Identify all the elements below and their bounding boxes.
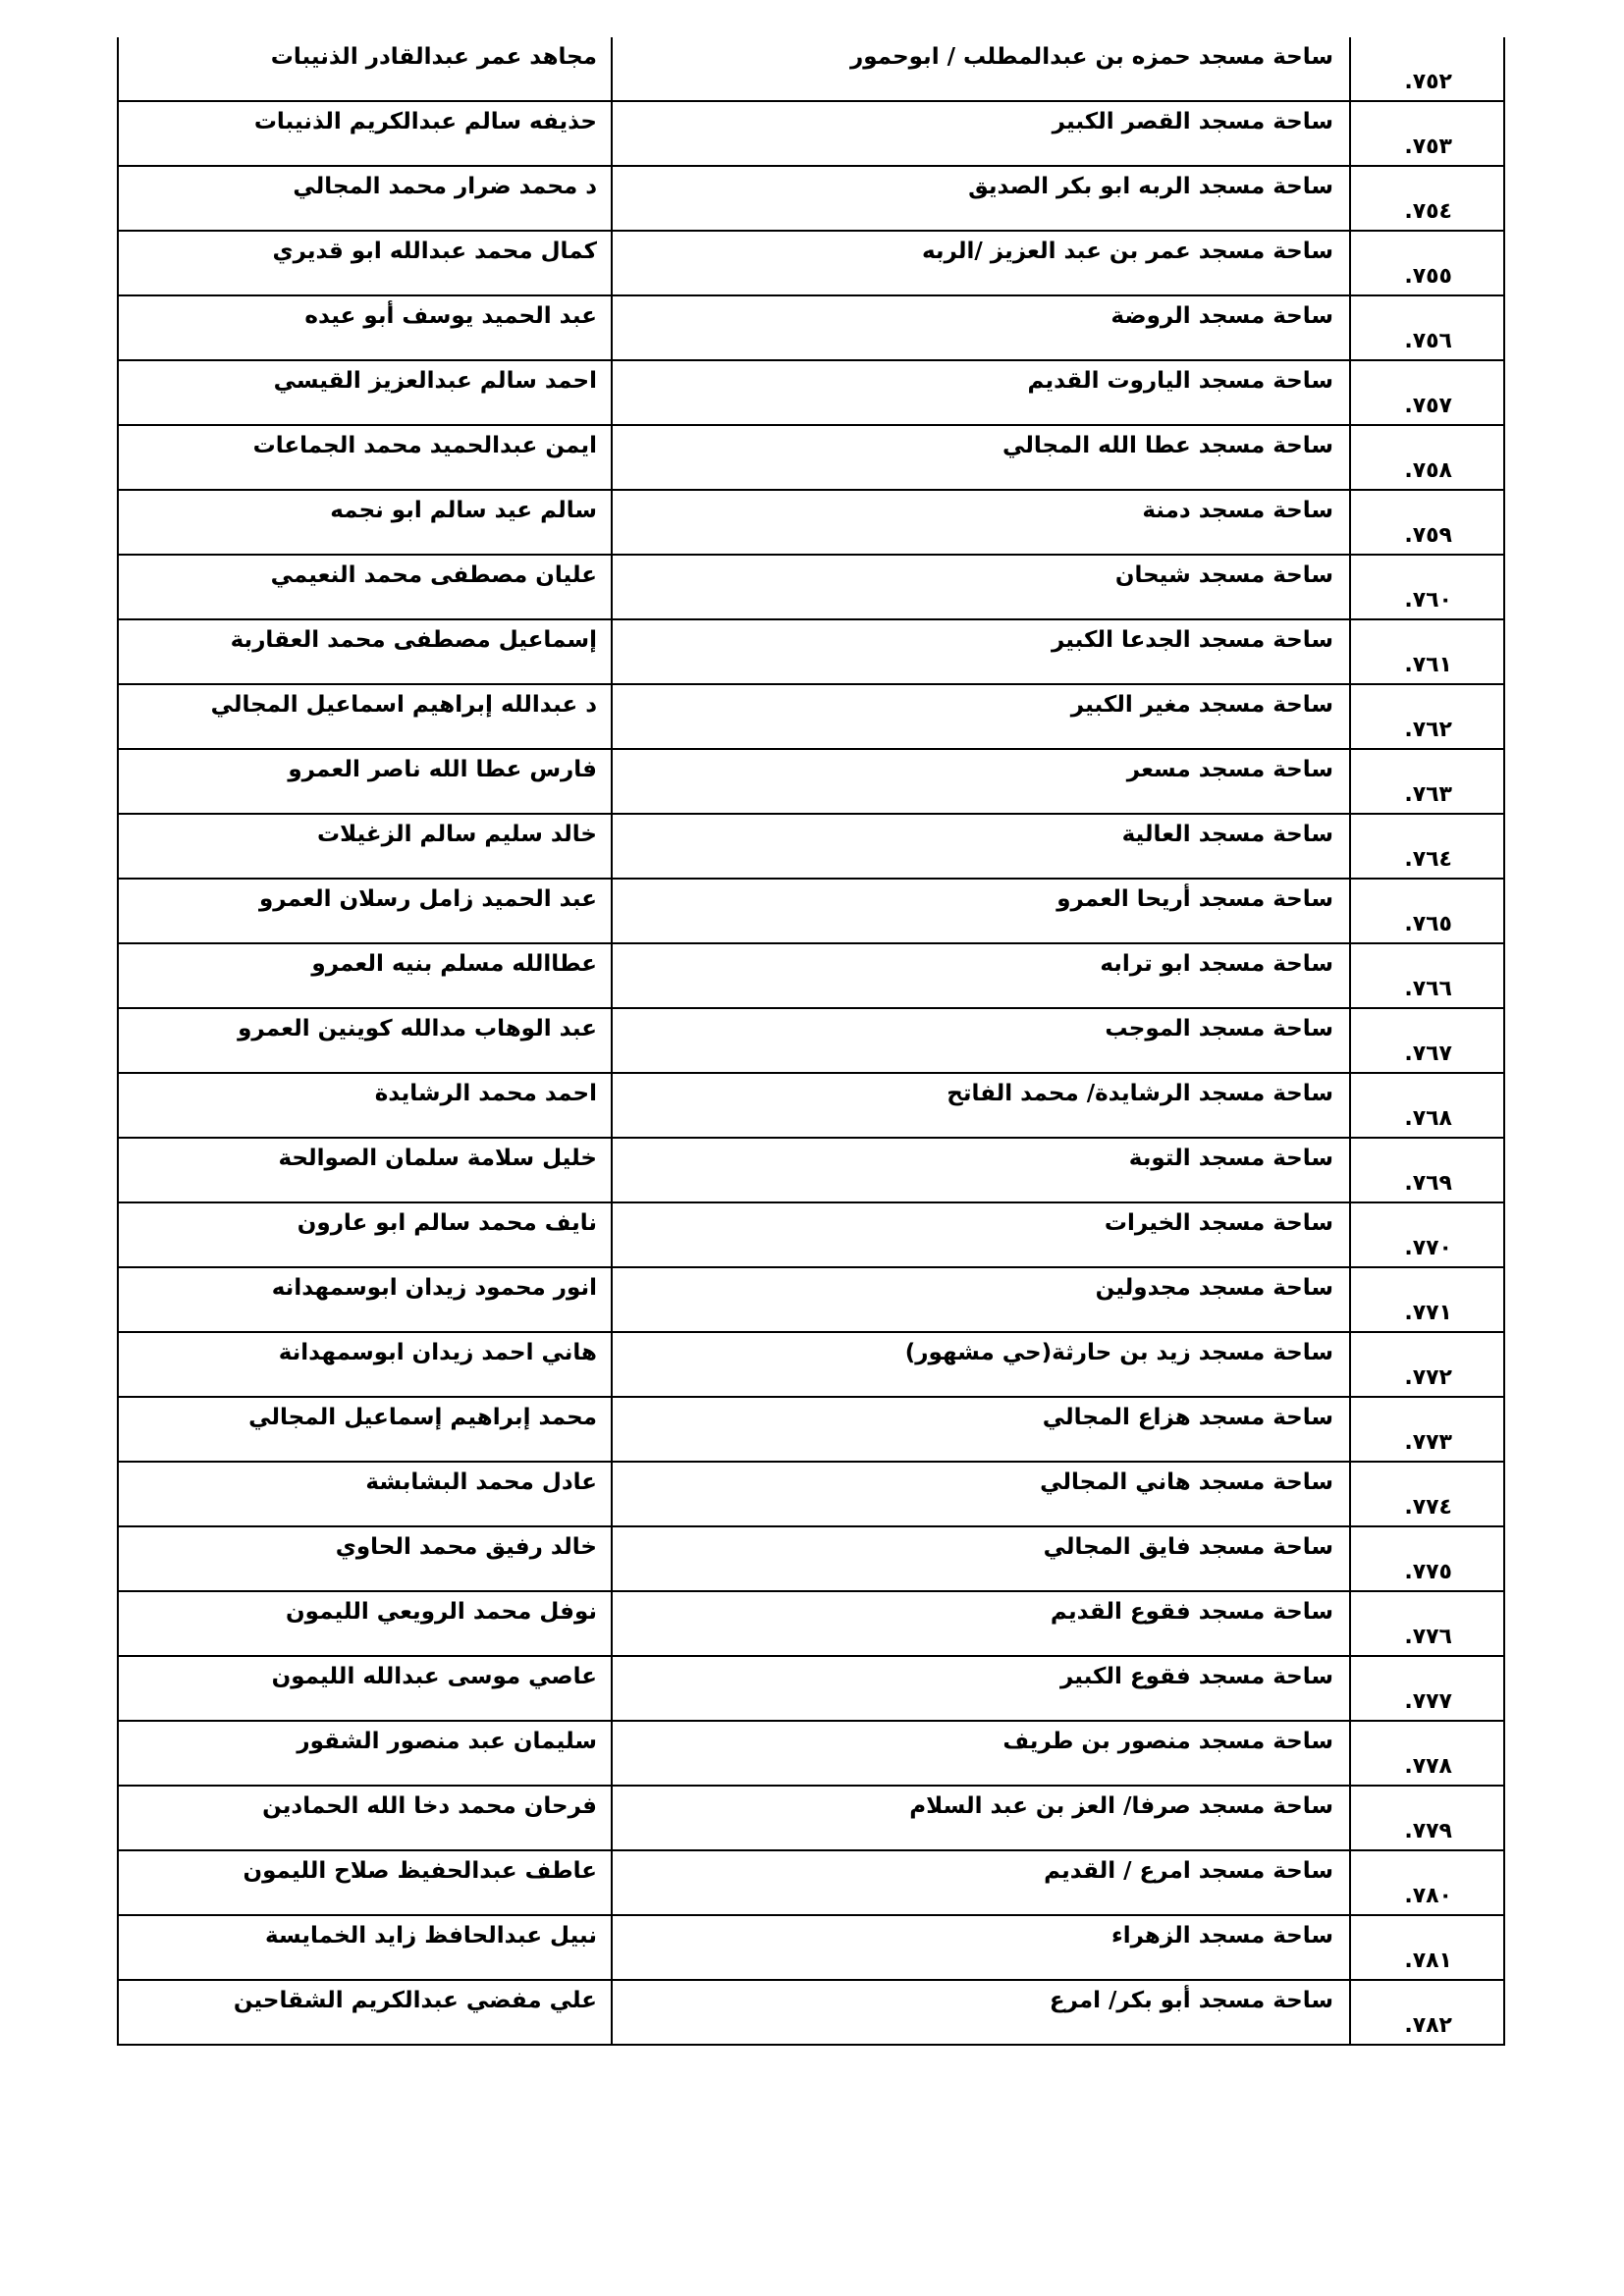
- row-number-cell: [1350, 879, 1504, 943]
- person-name-cell: [118, 1656, 612, 1721]
- mosque-site: ساحة مسجد فقوع الكبير: [1059, 1664, 1333, 1689]
- row-number-cell: [1350, 37, 1504, 101]
- table-row: [118, 295, 1504, 360]
- row-number: ٧٥٥.: [1404, 264, 1452, 289]
- row-number-cell: [1350, 1721, 1504, 1786]
- person-name: عبد الحميد زامل رسلان العمرو: [259, 886, 597, 912]
- mosque-site-cell: [612, 37, 1350, 101]
- person-name: د محمد ضرار محمد المجالي: [293, 174, 597, 199]
- mosque-site: ساحة مسجد الرشايدة/ محمد الفاتح: [947, 1081, 1333, 1106]
- row-number: ٧٦٠.: [1404, 588, 1452, 613]
- person-name-cell: [118, 101, 612, 166]
- mosque-site: ساحة مسجد فقوع القديم: [1050, 1599, 1333, 1625]
- row-number: ٧٦٣.: [1404, 782, 1452, 807]
- person-name: سليمان عبد منصور الشقور: [297, 1729, 597, 1754]
- row-number: ٧٧٩.: [1404, 1819, 1452, 1843]
- mosque-site: ساحة مسجد الخيرات: [1104, 1210, 1333, 1236]
- table-row: [118, 37, 1504, 101]
- mosque-site-cell: [612, 1721, 1350, 1786]
- person-name: عليان مصطفى محمد النعيمي: [270, 562, 597, 588]
- table-row: [118, 166, 1504, 231]
- row-number-cell: [1350, 1267, 1504, 1332]
- mosque-site: ساحة مسجد التوبة: [1128, 1146, 1333, 1171]
- mosque-site: ساحة مسجد فايق المجالي: [1043, 1534, 1333, 1560]
- row-number-cell: [1350, 619, 1504, 684]
- person-name: حذيفه سالم عبدالكريم الذنيبات: [253, 109, 597, 134]
- row-number: ٧٧٠.: [1404, 1236, 1452, 1260]
- row-number-cell: [1350, 1850, 1504, 1915]
- row-number-cell: [1350, 1462, 1504, 1526]
- mosque-site-cell: [612, 1786, 1350, 1850]
- row-number: ٧٦٦.: [1404, 977, 1452, 1001]
- table-row: [118, 684, 1504, 749]
- mosque-site: ساحة مسجد حمزه بن عبدالمطلب / ابوحمور: [849, 44, 1333, 70]
- mosque-site: ساحة مسجد القصر الكبير: [1052, 109, 1333, 134]
- row-number: ٧٦٤.: [1404, 847, 1452, 872]
- mosque-site: ساحة مسجد صرفا/ العز بن عبد السلام: [909, 1793, 1333, 1819]
- person-name: كمال محمد عبدالله ابو قديري: [272, 239, 597, 264]
- person-name-cell: [118, 295, 612, 360]
- mosque-site: ساحة مسجد هزاع المجالي: [1042, 1405, 1333, 1430]
- row-number: ٧٧١.: [1404, 1301, 1452, 1325]
- row-number: ٧٥٨.: [1404, 458, 1452, 483]
- row-number: ٧٦٥.: [1404, 912, 1452, 936]
- person-name-cell: [118, 619, 612, 684]
- mosque-site-cell: [612, 1915, 1350, 1980]
- mosque-site: ساحة مسجد عمر بن عبد العزيز /الربه: [921, 239, 1333, 264]
- row-number-cell: [1350, 1397, 1504, 1462]
- person-name-cell: [118, 1397, 612, 1462]
- table-row: [118, 1073, 1504, 1138]
- row-number-cell: [1350, 360, 1504, 425]
- row-number-cell: [1350, 684, 1504, 749]
- table-row: [118, 1202, 1504, 1267]
- row-number: ٧٥٦.: [1404, 329, 1452, 353]
- person-name-cell: [118, 555, 612, 619]
- table-row: [118, 1850, 1504, 1915]
- mosque-site-cell: [612, 166, 1350, 231]
- row-number-cell: [1350, 1138, 1504, 1202]
- person-name-cell: [118, 1202, 612, 1267]
- person-name: فارس عطا الله ناصر العمرو: [288, 757, 597, 782]
- person-name: خالد رفيق محمد الحاوي: [335, 1534, 597, 1560]
- table-row: [118, 1526, 1504, 1591]
- person-name-cell: [118, 1526, 612, 1591]
- table-row: [118, 1915, 1504, 1980]
- table-row: [118, 749, 1504, 814]
- row-number-cell: [1350, 555, 1504, 619]
- person-name: انور محمود زيدان ابوسمهدانه: [271, 1275, 597, 1301]
- row-number: ٧٧٦.: [1404, 1625, 1452, 1649]
- row-number-cell: [1350, 425, 1504, 490]
- mosque-site: ساحة مسجد العالية: [1121, 822, 1333, 847]
- table-row: [118, 1008, 1504, 1073]
- mosque-site-cell: [612, 425, 1350, 490]
- row-number-cell: [1350, 749, 1504, 814]
- table-row: [118, 1721, 1504, 1786]
- mosque-site: ساحة مسجد الربه ابو بكر الصديق: [968, 174, 1333, 199]
- mosque-site-cell: [612, 749, 1350, 814]
- person-name: نبيل عبدالحافظ زايد الخمايسة: [265, 1923, 597, 1949]
- row-number: ٧٥٣.: [1404, 134, 1452, 159]
- table-row: [118, 879, 1504, 943]
- person-name-cell: [118, 1462, 612, 1526]
- mosque-site-cell: [612, 943, 1350, 1008]
- row-number: ٧٦٧.: [1404, 1041, 1452, 1066]
- table-row: [118, 1591, 1504, 1656]
- person-name: محمد إبراهيم إسماعيل المجالي: [248, 1405, 597, 1430]
- person-name: عادل محمد البشابشة: [365, 1469, 597, 1495]
- person-name: عاصي موسى عبدالله الليمون: [271, 1664, 597, 1689]
- mosque-site: ساحة مسجد امرع / القديم: [1044, 1858, 1333, 1884]
- mosque-site-cell: [612, 1462, 1350, 1526]
- mosque-site-cell: [612, 555, 1350, 619]
- mosque-site-cell: [612, 1332, 1350, 1397]
- row-number-cell: [1350, 295, 1504, 360]
- table-row: [118, 619, 1504, 684]
- table-row: [118, 943, 1504, 1008]
- person-name: إسماعيل مصطفى محمد العقاربة: [230, 627, 597, 653]
- mosque-site-cell: [612, 360, 1350, 425]
- mosque-site-cell: [612, 1656, 1350, 1721]
- person-name: نايف محمد سالم ابو عارون: [297, 1210, 597, 1236]
- mosque-site-cell: [612, 1008, 1350, 1073]
- person-name: احمد محمد الرشايدة: [374, 1081, 597, 1106]
- table-row: [118, 1980, 1504, 2045]
- mosque-site: ساحة مسجد الزهراء: [1110, 1923, 1333, 1949]
- row-number-cell: [1350, 1591, 1504, 1656]
- table-row: [118, 555, 1504, 619]
- table-row: [118, 101, 1504, 166]
- person-name: عاطف عبدالحفيظ صلاح الليمون: [243, 1858, 597, 1884]
- table-row: [118, 231, 1504, 295]
- row-number: ٧٦٨.: [1404, 1106, 1452, 1131]
- table-row: [118, 490, 1504, 555]
- person-name: د عبدالله إبراهيم اسماعيل المجالي: [210, 692, 597, 718]
- row-number: ٧٨١.: [1404, 1949, 1452, 1973]
- person-name-cell: [118, 684, 612, 749]
- table-row: [118, 1267, 1504, 1332]
- row-number-cell: [1350, 814, 1504, 879]
- table-row: [118, 814, 1504, 879]
- person-name-cell: [118, 879, 612, 943]
- mosque-site: ساحة مسجد الجدعا الكبير: [1051, 627, 1333, 653]
- person-name-cell: [118, 1138, 612, 1202]
- row-number: ٧٧٥.: [1404, 1560, 1452, 1584]
- row-number-cell: [1350, 1980, 1504, 2045]
- table-row: [118, 1332, 1504, 1397]
- table-row: [118, 1462, 1504, 1526]
- person-name-cell: [118, 1850, 612, 1915]
- mosque-site-cell: [612, 1980, 1350, 2045]
- mosque-site: ساحة مسجد عطا الله المجالي: [1002, 433, 1333, 458]
- mosque-site: ساحة مسجد الياروت القديم: [1027, 368, 1333, 394]
- person-name-cell: [118, 1786, 612, 1850]
- row-number-cell: [1350, 1332, 1504, 1397]
- row-number-cell: [1350, 1915, 1504, 1980]
- person-name: خليل سلامة سلمان الصوالحة: [278, 1146, 597, 1171]
- person-name: نوفل محمد الرويعي الليمون: [286, 1599, 597, 1625]
- table-row: [118, 425, 1504, 490]
- person-name-cell: [118, 814, 612, 879]
- row-number-cell: [1350, 231, 1504, 295]
- table-row: [118, 1397, 1504, 1462]
- mosque-site: ساحة مسجد مجدولين: [1095, 1275, 1333, 1301]
- mosque-site: ساحة مسجد منصور بن طريف: [1002, 1729, 1333, 1754]
- person-name-cell: [118, 1008, 612, 1073]
- mosque-site-cell: [612, 1073, 1350, 1138]
- person-name-cell: [118, 360, 612, 425]
- person-name: مجاهد عمر عبدالقادر الذنيبات: [270, 44, 597, 70]
- person-name-cell: [118, 1073, 612, 1138]
- row-number-cell: [1350, 1656, 1504, 1721]
- mosque-site-cell: [612, 295, 1350, 360]
- person-name-cell: [118, 1591, 612, 1656]
- mosque-site-cell: [612, 1850, 1350, 1915]
- mosque-site-cell: [612, 231, 1350, 295]
- row-number: ٧٧٣.: [1404, 1430, 1452, 1455]
- row-number: ٧٧٨.: [1404, 1754, 1452, 1779]
- mosque-site-cell: [612, 879, 1350, 943]
- table-body: [118, 37, 1504, 2045]
- row-number: ٧٨٠.: [1404, 1884, 1452, 1908]
- person-name-cell: [118, 490, 612, 555]
- mosque-site-cell: [612, 1591, 1350, 1656]
- mosque-site: ساحة مسجد أبو بكر/ امرع: [1049, 1988, 1333, 2013]
- row-number: ٧٨٢.: [1404, 2013, 1452, 2038]
- row-number: ٧٥٧.: [1404, 394, 1452, 418]
- row-number: ٧٦٢.: [1404, 718, 1452, 742]
- table-row: [118, 360, 1504, 425]
- person-name-cell: [118, 425, 612, 490]
- row-number-cell: [1350, 1786, 1504, 1850]
- mosque-site-cell: [612, 101, 1350, 166]
- mosque-site: ساحة مسجد مغير الكبير: [1070, 692, 1333, 718]
- person-name-cell: [118, 1980, 612, 2045]
- person-name: خالد سليم سالم الزغيلات: [316, 822, 597, 847]
- row-number: ٧٧٢.: [1404, 1365, 1452, 1390]
- person-name: عبد الوهاب مدالله كوينين العمرو: [238, 1016, 597, 1041]
- mosque-site: ساحة مسجد أريحا العمرو: [1056, 886, 1333, 912]
- person-name: عبد الحميد يوسف أبو عيده: [304, 303, 597, 329]
- person-name: احمد سالم عبدالعزيز القيسي: [273, 368, 597, 394]
- row-number-cell: [1350, 1008, 1504, 1073]
- person-name-cell: [118, 943, 612, 1008]
- row-number-cell: [1350, 101, 1504, 166]
- person-name-cell: [118, 231, 612, 295]
- person-name-cell: [118, 1332, 612, 1397]
- person-name: علي مفضي عبدالكريم الشقاحين: [233, 1988, 597, 2013]
- mosque-site-cell: [612, 1526, 1350, 1591]
- mosque-site: ساحة مسجد ابو ترابه: [1100, 951, 1333, 977]
- mosque-site-cell: [612, 1267, 1350, 1332]
- row-number-cell: [1350, 166, 1504, 231]
- mosque-site: ساحة مسجد دمنة: [1142, 498, 1333, 523]
- mosque-site-cell: [612, 1138, 1350, 1202]
- mosque-site: ساحة مسجد هاني المجالي: [1040, 1469, 1333, 1495]
- mosque-site-cell: [612, 490, 1350, 555]
- mosque-site: ساحة مسجد زيد بن حارثة(حي مشهور): [904, 1340, 1333, 1365]
- table-row: [118, 1138, 1504, 1202]
- person-name: عطاالله مسلم بنيه العمرو: [311, 951, 597, 977]
- person-name-cell: [118, 1721, 612, 1786]
- mosque-site-cell: [612, 1397, 1350, 1462]
- table-row: [118, 1786, 1504, 1850]
- person-name: فرحان محمد دخا الله الحمادين: [262, 1793, 597, 1819]
- person-name: هاني احمد زيدان ابوسمهدانة: [278, 1340, 597, 1365]
- mosque-site: ساحة مسجد مسعر: [1126, 757, 1333, 782]
- mosque-site: ساحة مسجد شيحان: [1114, 562, 1333, 588]
- mosque-site-cell: [612, 684, 1350, 749]
- row-number-cell: [1350, 1073, 1504, 1138]
- person-name: ايمن عبدالحميد محمد الجماعات: [252, 433, 597, 458]
- person-name-cell: [118, 1915, 612, 1980]
- mosque-site: ساحة مسجد الموجب: [1105, 1016, 1333, 1041]
- row-number-cell: [1350, 490, 1504, 555]
- person-name: سالم عيد سالم ابو نجمه: [330, 498, 597, 523]
- table-row: [118, 1656, 1504, 1721]
- person-name-cell: [118, 166, 612, 231]
- mosque-site-cell: [612, 814, 1350, 879]
- person-name-cell: [118, 1267, 612, 1332]
- row-number-cell: [1350, 1526, 1504, 1591]
- row-number: ٧٥٤.: [1404, 199, 1452, 224]
- row-number: ٧٧٧.: [1404, 1689, 1452, 1714]
- row-number-cell: [1350, 943, 1504, 1008]
- mosque-site-cell: [612, 1202, 1350, 1267]
- person-name-cell: [118, 37, 612, 101]
- mosque-site-cell: [612, 619, 1350, 684]
- row-number: ٧٧٤.: [1404, 1495, 1452, 1520]
- row-number: ٧٥٢.: [1404, 70, 1452, 94]
- row-number-cell: [1350, 1202, 1504, 1267]
- mosque-site: ساحة مسجد الروضة: [1110, 303, 1333, 329]
- assignments-table: [117, 37, 1505, 2046]
- row-number: ٧٦١.: [1404, 653, 1452, 677]
- person-name-cell: [118, 749, 612, 814]
- row-number: ٧٥٩.: [1404, 523, 1452, 548]
- row-number: ٧٦٩.: [1404, 1171, 1452, 1196]
